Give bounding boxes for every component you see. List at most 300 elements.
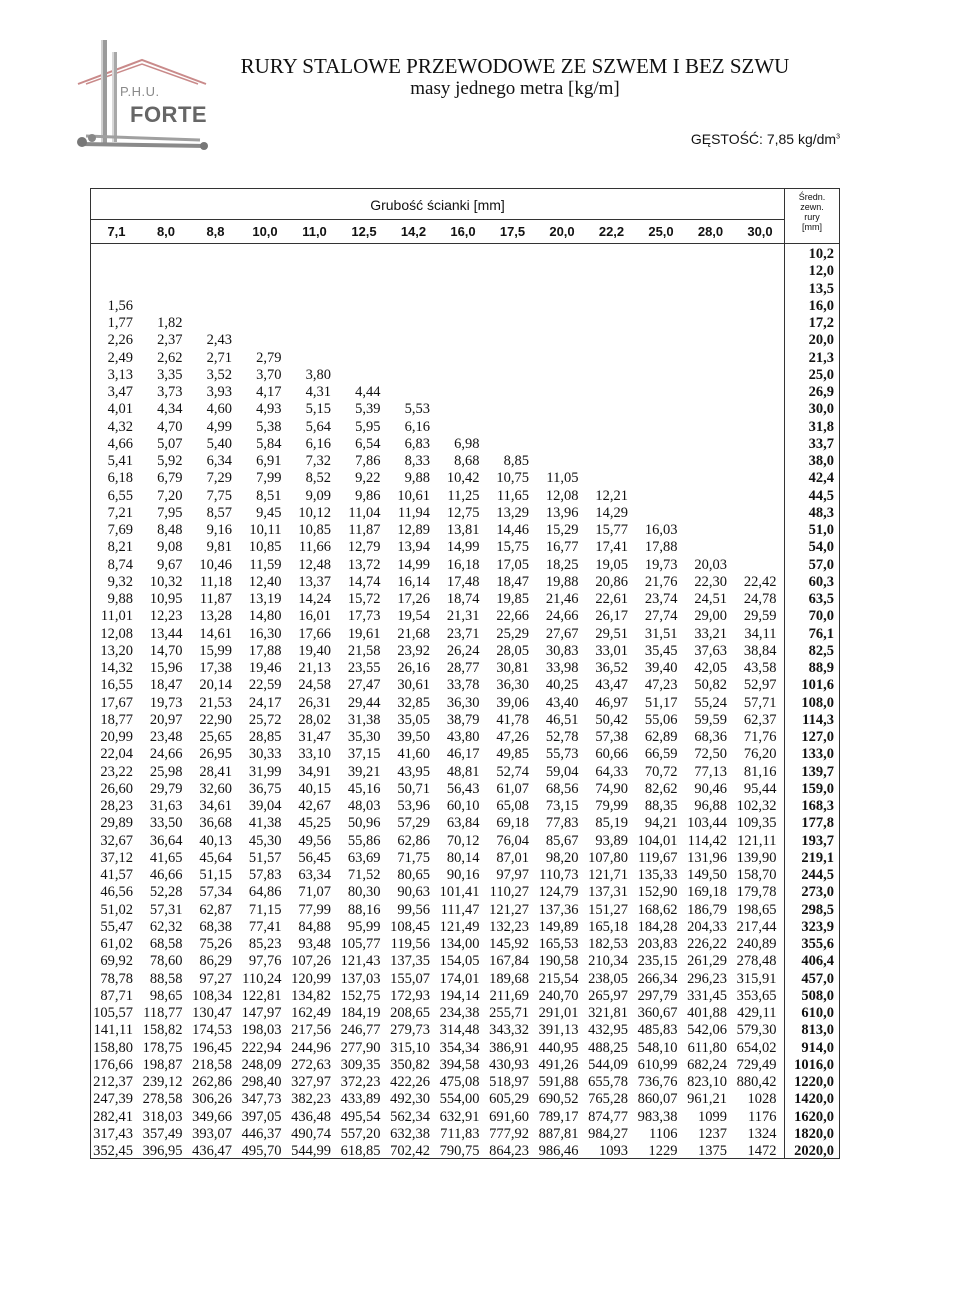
mass-cell: 109,35	[736, 815, 777, 832]
table-row	[90, 539, 840, 556]
outer-diameter-cell: 21,3	[808, 349, 834, 366]
mass-cell: 208,65	[390, 1005, 430, 1021]
table-row	[90, 1074, 840, 1091]
mass-cell: 682,24	[687, 1056, 727, 1073]
mass-cell: 23,55	[347, 660, 381, 676]
mass-cell: 21,53	[199, 694, 232, 711]
mass-cell: 29,79	[149, 780, 183, 797]
mass-cell: 104,01	[637, 832, 678, 849]
mass-cell: 40,15	[298, 780, 331, 797]
mass-cell: 33,98	[545, 660, 579, 676]
mass-cell: 33,50	[149, 815, 183, 832]
mass-cell: 48,03	[347, 798, 381, 814]
mass-cell: 35,05	[397, 711, 430, 728]
mass-cell: 121,71	[588, 867, 628, 883]
mass-cell: 121,11	[737, 832, 777, 849]
mass-cell: 21,68	[397, 625, 430, 642]
mass-cell: 22,30	[694, 573, 727, 590]
mass-cell: 45,25	[298, 815, 331, 832]
mass-cell: 13,29	[496, 504, 529, 521]
mass-cell: 9,16	[206, 522, 232, 538]
mass-cell: 15,77	[595, 522, 628, 538]
mass-cell: 33,10	[298, 746, 331, 763]
mass-cell: 2,37	[157, 332, 183, 349]
mass-cell: 19,05	[595, 556, 628, 573]
mass-cell: 711,83	[440, 1125, 480, 1142]
mass-cell: 350,82	[390, 1056, 430, 1073]
mass-cell: 19,85	[496, 591, 529, 607]
mass-cell: 28,05	[496, 642, 529, 659]
mass-cell: 72,50	[694, 746, 727, 763]
thickness-header: 22,2	[598, 224, 625, 239]
mass-cell: 2,26	[107, 332, 133, 349]
mass-cell: 18,25	[545, 556, 579, 573]
mass-cell: 691,60	[489, 1108, 529, 1125]
outer-diameter-cell: 16,0	[808, 297, 834, 314]
mass-cell: 94,21	[644, 815, 678, 832]
mass-cell: 174,53	[192, 1022, 232, 1039]
table-row	[90, 1022, 840, 1039]
mass-cell: 605,29	[489, 1091, 529, 1108]
mass-cell: 80,14	[446, 849, 480, 866]
table-row	[90, 850, 840, 867]
mass-cell: 240,89	[736, 936, 777, 952]
mass-cell: 26,95	[199, 746, 232, 763]
mass-cell: 10,61	[397, 487, 430, 504]
mass-cell: 10,11	[249, 522, 282, 538]
mass-cell: 17,88	[644, 539, 678, 556]
mass-cell: 130,47	[192, 1005, 232, 1021]
mass-cell: 22,04	[100, 746, 133, 763]
outer-diameter-cell: 273,0	[801, 884, 834, 901]
mass-cell: 27,67	[545, 625, 579, 642]
mass-cell: 1106	[649, 1125, 678, 1142]
mass-cell: 5,53	[404, 401, 430, 418]
mass-cell: 79,99	[595, 798, 628, 814]
table-row	[90, 953, 840, 970]
mass-cell: 9,88	[404, 470, 430, 487]
mass-cell: 255,71	[489, 1005, 529, 1021]
mass-cell: 6,34	[206, 453, 232, 469]
mass-cell: 87,71	[100, 987, 133, 1004]
mass-cell: 4,66	[107, 435, 133, 452]
outer-diameter-cell: 1820,0	[794, 1125, 834, 1142]
mass-cell: 14,29	[595, 504, 628, 521]
mass-cell: 105,57	[93, 1005, 133, 1021]
mass-cell: 887,81	[538, 1125, 579, 1142]
table-row	[90, 608, 840, 625]
mass-cell: 24,17	[248, 694, 282, 711]
mass-cell: 11,59	[249, 556, 282, 573]
logo-name: FORTE	[130, 102, 208, 127]
mass-cell: 13,81	[446, 522, 480, 538]
mass-cell: 579,30	[736, 1022, 777, 1039]
mass-cell: 3,73	[157, 384, 183, 400]
mass-cell: 6,16	[404, 418, 430, 435]
mass-cell: 12,08	[545, 487, 579, 504]
mass-cell: 36,68	[199, 815, 232, 832]
outer-diameter-cell: 244,5	[801, 867, 834, 883]
mass-cell: 278,58	[142, 1091, 183, 1108]
mass-cell: 433,89	[340, 1091, 381, 1108]
mass-cell: 16,77	[545, 539, 579, 556]
mass-cell: 17,67	[100, 694, 133, 711]
thickness-header: 16,0	[450, 224, 476, 239]
outer-diameter-cell: 610,0	[801, 1005, 834, 1021]
mass-cell: 70,12	[446, 832, 480, 849]
mass-cell: 63,84	[446, 815, 480, 832]
document-subtitle: masy jednego metra [kg/m]	[410, 78, 620, 99]
mass-cell: 35,45	[644, 642, 678, 659]
mass-cell: 63,69	[347, 849, 381, 866]
mass-cell: 6,16	[305, 435, 331, 452]
mass-cell: 10,46	[199, 556, 232, 573]
mass-cell: 9,86	[355, 487, 381, 504]
mass-cell: 203,83	[637, 936, 678, 952]
mass-cell: 57,83	[248, 867, 282, 883]
mass-cell: 29,00	[694, 608, 727, 625]
mass-cell: 495,70	[241, 1143, 282, 1159]
mass-cell: 64,33	[595, 763, 628, 780]
mass-cell: 43,58	[743, 660, 777, 676]
table-row	[90, 884, 840, 901]
mass-cell: 238,05	[588, 970, 628, 987]
mass-cell: 76,20	[743, 746, 777, 763]
mass-cell: 357,49	[142, 1125, 183, 1142]
outer-diameter-cell: 508,0	[801, 987, 834, 1004]
mass-cell: 13,37	[298, 573, 331, 590]
mass-cell: 25,29	[496, 625, 529, 642]
table-row	[90, 971, 840, 988]
mass-cell: 266,34	[637, 970, 678, 987]
mass-cell: 17,41	[595, 539, 628, 556]
mass-cell: 23,92	[397, 642, 430, 659]
outer-diameter-cell: 323,9	[801, 918, 834, 935]
mass-cell: 18,47	[149, 677, 183, 694]
mass-cell: 16,18	[446, 556, 480, 573]
mass-cell: 19,61	[347, 625, 381, 642]
table-row	[90, 1005, 840, 1022]
company-logo	[72, 38, 212, 156]
mass-cell: 211,69	[489, 987, 529, 1004]
mass-cell: 37,63	[694, 642, 727, 659]
mass-cell: 291,01	[538, 1005, 579, 1021]
mass-cell: 152,75	[340, 987, 381, 1004]
mass-cell: 226,22	[687, 936, 727, 952]
mass-cell: 26,24	[446, 642, 480, 659]
mass-cell: 20,97	[149, 711, 183, 728]
mass-cell: 6,79	[157, 470, 183, 487]
mass-cell: 198,87	[142, 1056, 183, 1073]
mass-cell: 961,21	[687, 1091, 727, 1108]
mass-cell: 984,27	[588, 1125, 628, 1142]
outer-diameter-cell: 54,0	[808, 539, 834, 556]
mass-cell: 152,90	[637, 884, 678, 901]
mass-cell: 139,90	[736, 849, 777, 866]
mass-cell: 8,74	[107, 556, 133, 573]
mass-cell: 178,75	[142, 1039, 183, 1056]
mass-cell: 353,65	[736, 987, 777, 1004]
mass-cell: 554,00	[439, 1091, 480, 1108]
outer-diameter-cell: 63,5	[808, 591, 834, 607]
mass-cell: 11,94	[397, 504, 430, 521]
mass-cell: 7,32	[305, 453, 331, 469]
mass-cell: 1028	[747, 1091, 777, 1108]
mass-cell: 19,46	[248, 660, 282, 676]
mass-cell: 55,24	[694, 694, 727, 711]
mass-cell: 110,24	[242, 970, 282, 987]
mass-cell: 25,72	[248, 711, 282, 728]
mass-cell: 14,80	[248, 608, 282, 625]
mass-cell: 10,75	[496, 470, 529, 487]
mass-cell: 81,16	[743, 763, 777, 780]
mass-cell: 17,66	[298, 625, 331, 642]
mass-cell: 30,81	[496, 660, 529, 676]
mass-cell: 131,96	[687, 849, 727, 866]
mass-cell: 10,85	[298, 522, 331, 538]
mass-cell: 31,63	[149, 798, 183, 814]
outer-diameter-cell: 108,0	[801, 694, 834, 711]
table-row	[90, 315, 840, 332]
mass-cell: 53,96	[397, 798, 430, 814]
mass-cell: 68,56	[545, 780, 579, 797]
mass-cell: 9,88	[107, 591, 133, 607]
mass-cell: 8,57	[206, 504, 232, 521]
mass-cell: 137,03	[340, 970, 381, 987]
table-row	[90, 470, 840, 487]
mass-cell: 7,75	[206, 487, 232, 504]
mass-cell: 372,23	[340, 1074, 381, 1090]
mass-cell: 105,77	[340, 936, 381, 952]
mass-cell: 394,58	[439, 1056, 480, 1073]
outer-diameter-cell: 2020,0	[794, 1143, 834, 1159]
mass-cell: 51,57	[248, 849, 282, 866]
mass-cell: 14,24	[298, 591, 331, 607]
mass-cell: 62,37	[743, 711, 777, 728]
mass-cell: 19,40	[298, 642, 331, 659]
mass-cell: 314,48	[439, 1022, 480, 1039]
outer-diameter-cell: 60,3	[808, 573, 834, 590]
mass-cell: 40,13	[199, 832, 232, 849]
mass-cell: 13,72	[347, 556, 381, 573]
mass-cell: 57,34	[199, 884, 232, 901]
mass-cell: 343,32	[489, 1022, 529, 1039]
mass-cell: 495,54	[340, 1108, 381, 1125]
mass-cell: 145,92	[489, 936, 529, 952]
table-row	[90, 281, 840, 298]
mass-cell: 85,19	[595, 815, 628, 832]
thickness-header: 20,0	[549, 224, 575, 239]
table-row	[90, 643, 840, 660]
mass-cell: 86,29	[199, 953, 232, 970]
mass-cell: 85,67	[545, 832, 579, 849]
mass-cell: 396,95	[142, 1143, 183, 1159]
mass-cell: 48,81	[446, 763, 480, 780]
mass-cell: 591,88	[538, 1074, 579, 1090]
mass-cell: 309,35	[340, 1056, 381, 1073]
mass-cell: 10,95	[149, 591, 183, 607]
mass-cell: 45,16	[347, 780, 381, 797]
mass-cell: 446,37	[241, 1125, 282, 1142]
density-note	[691, 131, 840, 147]
mass-cell: 702,42	[390, 1143, 430, 1159]
mass-cell: 14,99	[446, 539, 480, 556]
mass-cell: 167,84	[489, 953, 529, 970]
mass-cell: 32,67	[100, 832, 133, 849]
mass-cell: 1093	[599, 1143, 628, 1159]
mass-cell: 196,45	[192, 1039, 232, 1056]
mass-cell: 10,85	[248, 539, 282, 556]
mass-cell: 75,26	[199, 936, 232, 952]
mass-cell: 321,81	[588, 1005, 628, 1021]
mass-cell: 74,90	[595, 780, 628, 797]
mass-cell: 46,17	[446, 746, 480, 763]
header-divider	[90, 219, 785, 220]
mass-cell: 1,82	[157, 315, 183, 331]
mass-cell: 6,54	[355, 435, 381, 452]
mass-cell: 93,89	[595, 832, 628, 849]
mass-cell: 9,81	[206, 539, 232, 556]
table-row	[90, 867, 840, 884]
mass-cell: 24,58	[298, 677, 331, 694]
mass-cell: 1,77	[107, 315, 133, 331]
mass-cell: 14,61	[199, 625, 232, 642]
mass-cell: 135,33	[637, 867, 678, 883]
mass-cell: 141,11	[93, 1022, 133, 1039]
mass-cell: 20,03	[694, 556, 727, 573]
mass-cell: 22,42	[743, 573, 777, 590]
mass-cell: 26,16	[397, 660, 430, 676]
mass-cell: 184,19	[340, 1005, 381, 1021]
mass-cell: 15,29	[545, 522, 579, 538]
table-row	[90, 695, 840, 712]
mass-cell: 88,35	[644, 798, 678, 814]
outer-diameter-cell: 406,4	[801, 953, 834, 970]
mass-cell: 13,20	[100, 642, 133, 659]
mass-cell: 246,77	[340, 1022, 381, 1039]
mass-cell: 137,31	[588, 884, 628, 901]
mass-cell: 29,51	[595, 625, 628, 642]
mass-cell: 43,40	[545, 694, 579, 711]
mass-cell: 880,42	[736, 1074, 777, 1090]
mass-cell: 492,30	[390, 1091, 430, 1108]
mass-cell: 28,77	[446, 660, 480, 676]
mass-cell: 315,91	[736, 970, 777, 987]
mass-cell: 490,74	[291, 1125, 331, 1142]
mass-cell: 29,89	[100, 815, 133, 832]
mass-cell: 102,32	[736, 798, 777, 814]
mass-cell: 23,48	[149, 729, 183, 745]
outer-diameter-cell: 133,0	[801, 746, 834, 763]
mass-cell: 22,59	[248, 677, 282, 694]
mass-cell: 28,23	[100, 798, 133, 814]
mass-cell: 71,75	[397, 849, 430, 866]
mass-cell: 239,12	[142, 1074, 183, 1090]
thickness-header: 14,2	[400, 224, 427, 239]
outer-diameter-cell: 114,3	[802, 711, 834, 728]
mass-cell: 55,73	[545, 746, 579, 763]
mass-cell: 65,08	[496, 798, 529, 814]
mass-cell: 71,15	[248, 901, 282, 918]
mass-cell: 317,43	[93, 1125, 133, 1142]
mass-cell: 73,15	[545, 798, 579, 814]
outer-diameter-cell: 168,3	[801, 798, 834, 814]
table-row	[90, 367, 840, 384]
mass-cell: 4,44	[355, 384, 381, 400]
table-row	[90, 712, 840, 729]
mass-cell: 3,93	[206, 384, 232, 400]
mass-cell: 87,01	[496, 849, 529, 866]
mass-cell: 11,05	[546, 470, 579, 487]
mass-cell: 7,99	[256, 470, 282, 487]
mass-cell: 210,34	[588, 953, 628, 970]
mass-cell: 12,79	[347, 539, 381, 556]
outer-diameter-cell: 813,0	[801, 1022, 834, 1039]
outer-diameter-cell: 12,0	[808, 263, 834, 280]
mass-cell: 78,60	[149, 953, 183, 970]
mass-cell: 27,47	[347, 677, 381, 694]
mass-cell: 39,40	[644, 660, 678, 676]
table-row	[90, 574, 840, 591]
od-label-line: [mm]	[802, 222, 822, 232]
mass-cell: 327,97	[291, 1074, 331, 1090]
mass-cell: 85,23	[248, 936, 282, 952]
mass-cell: 151,27	[588, 901, 628, 918]
table-row	[90, 919, 840, 936]
mass-cell: 7,86	[355, 453, 381, 469]
mass-cell: 21,58	[347, 642, 381, 659]
table-row	[90, 436, 840, 453]
mass-cell: 632,38	[390, 1125, 430, 1142]
mass-cell: 110,73	[539, 867, 579, 883]
mass-cell: 5,07	[157, 435, 183, 452]
mass-cell: 50,42	[595, 711, 628, 728]
mass-cell: 6,55	[107, 487, 133, 504]
mass-cell: 50,96	[347, 815, 381, 832]
od-label-line: zewn.	[800, 202, 824, 212]
mass-cell: 261,29	[687, 953, 727, 970]
mass-cell: 179,78	[736, 884, 777, 901]
outer-diameter-cell: 159,0	[801, 780, 834, 797]
mass-cell: 97,27	[199, 970, 232, 987]
mass-cell: 13,96	[545, 504, 579, 521]
mass-cell: 12,89	[397, 522, 430, 538]
table-row	[90, 781, 840, 798]
mass-cell: 68,36	[694, 729, 727, 745]
mass-cell: 38,79	[446, 711, 480, 728]
mass-cell: 4,31	[305, 384, 331, 400]
mass-cell: 52,28	[149, 884, 183, 901]
mass-cell: 46,66	[149, 867, 183, 883]
mass-cell: 397,05	[241, 1108, 282, 1125]
mass-cell: 71,76	[743, 729, 777, 745]
mass-cell: 16,14	[397, 573, 430, 590]
mass-cell: 118,77	[143, 1005, 183, 1021]
mass-cell: 30,61	[397, 677, 430, 694]
mass-cell: 39,21	[347, 763, 381, 780]
mass-cell: 26,60	[100, 780, 133, 797]
mass-cell: 265,97	[588, 987, 628, 1004]
mass-cell: 234,38	[439, 1005, 480, 1021]
mass-cell: 120,99	[291, 970, 331, 987]
table-row	[90, 1057, 840, 1074]
mass-cell: 57,31	[149, 901, 183, 918]
mass-cell: 41,78	[496, 711, 529, 728]
table-row	[90, 677, 840, 694]
mass-cell: 162,49	[291, 1005, 331, 1021]
mass-cell: 9,08	[157, 539, 183, 556]
mass-cell: 55,47	[100, 918, 133, 935]
